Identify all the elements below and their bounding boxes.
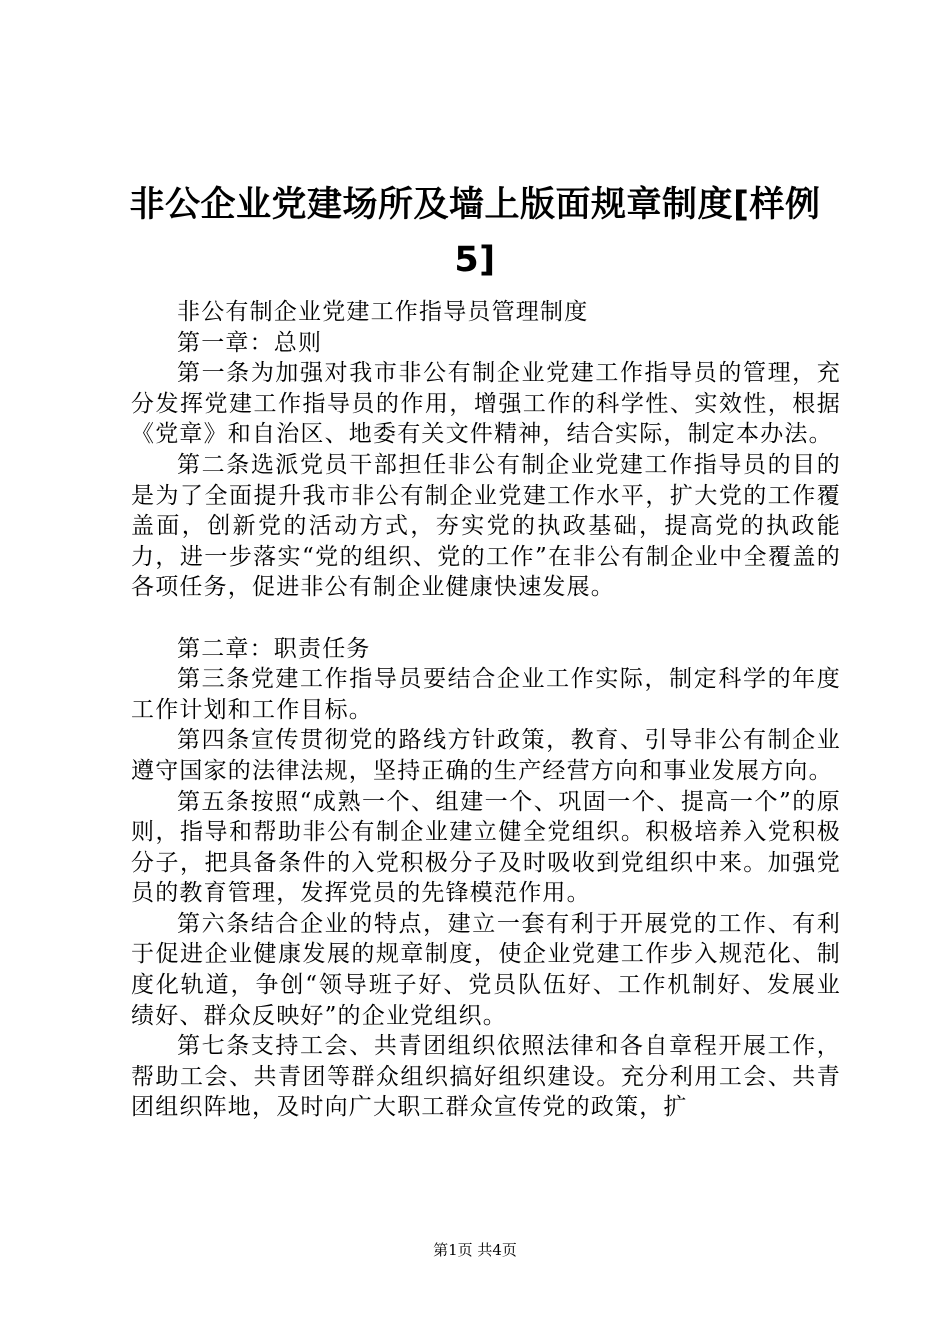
article-paragraph: 第一条为加强对我市非公有制企业党建工作指导员的管理，充分发挥党建工作指导员的作用，增强工作的科学性、实效性，根据《党章》和自治区、地委有关文件精神，结合实际，制定本办法。	[131, 360, 841, 448]
document-subtitle: 非公有制企业党建工作指导员管理制度	[177, 299, 589, 325]
chapter-heading: 第一章：总则	[177, 329, 323, 356]
chapter-heading: 第二章：职责任务	[177, 635, 371, 662]
article-paragraph: 第七条支持工会、共青团组织依照法律和各自章程开展工作，帮助工会、共青团等群众组织搞好组织建设。充分利用工会、共青团组织阵地，及时向广大职工群众宣传党的政策，扩	[131, 1033, 841, 1121]
article-paragraph: 第四条宣传贯彻党的路线方针政策，教育、引导非公有制企业遵守国家的法律法规，坚持正确的生产经营方向和事业发展方向。	[131, 727, 841, 784]
article-paragraph: 第六条结合企业的特点，建立一套有利于开展党的工作、有利于促进企业健康发展的规章制度，使企业党建工作步入规范化、制度化轨道，争创“领导班子好、党员队伍好、工作机制好、发展业绩好、群众反映好”的企业党组织。	[131, 910, 841, 1029]
document-title: 非公企业党建场所及墙上版面规章制度[样例5]	[129, 185, 821, 280]
article-paragraph: 第二条选派党员干部担任非公有制企业党建工作指导员的目的是为了全面提升我市非公有制企业党建工作水平，扩大党的工作覆盖面，创新党的活动方式，夯实党的执政基础，提高党的执政能力，进一步落实“党的组织、党的工作”在非公有制企业中全覆盖的各项任务，促进非公有制企业健康快速发展。	[131, 451, 841, 601]
page-footer: 第1页 共4页	[433, 1241, 517, 1259]
document-body	[131, 297, 841, 1123]
article-paragraph: 第五条按照“成熟一个、组建一个、巩固一个、提高一个”的原则，指导和帮助非公有制企业建立健全党组织。积极培养入党积极分子，把具备条件的入党积极分子及时吸收到党组织中来。加强党员的教育管理，发挥党员的先锋模范作用。	[131, 788, 841, 907]
article-paragraph: 第三条党建工作指导员要结合企业工作实际，制定科学的年度工作计划和工作目标。	[131, 666, 841, 723]
